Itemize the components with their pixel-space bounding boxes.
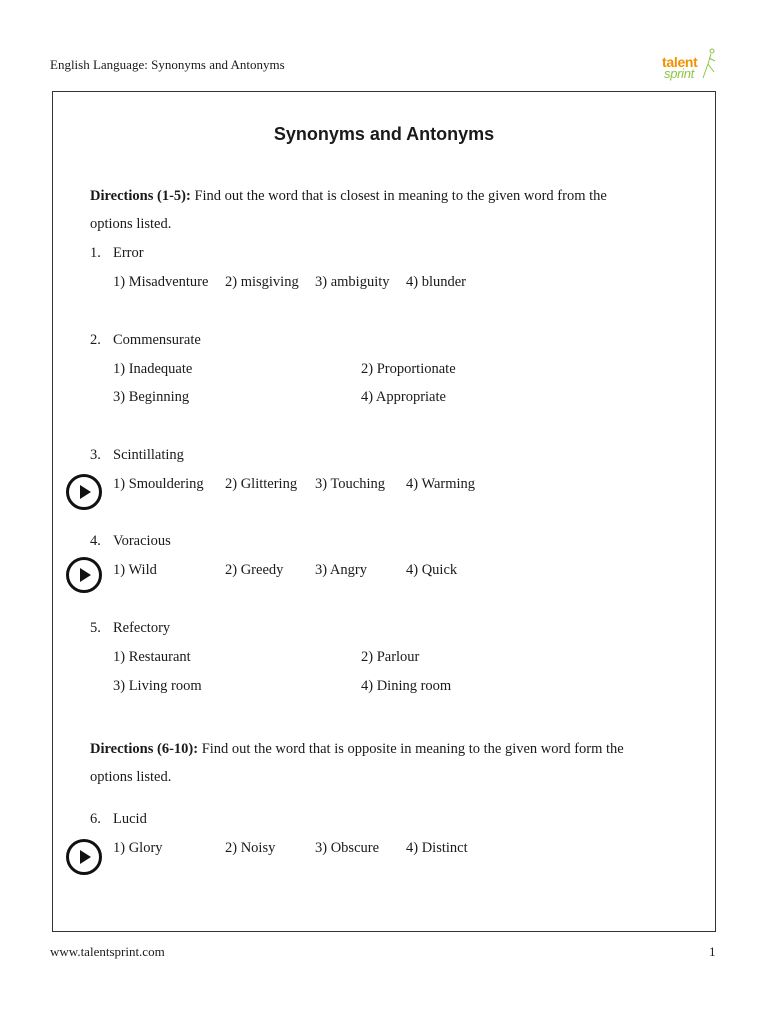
play-button[interactable] — [66, 474, 102, 510]
option: 1) Smouldering — [113, 476, 204, 492]
option: 4) Appropriate — [361, 389, 446, 405]
directions-1-text: Find out the word that is closest in meaning to the given word from the — [190, 188, 607, 204]
page-title: Synonyms and Antonyms — [273, 124, 495, 144]
option: 4) blunder — [406, 274, 466, 290]
option: 2) Noisy — [225, 840, 276, 856]
option: 1) Wild — [113, 562, 157, 578]
option: 3) Living room — [113, 678, 202, 694]
option: 2) misgiving — [225, 274, 299, 290]
option: 3) Obscure — [315, 840, 380, 856]
option: 1) Glory — [113, 840, 163, 856]
footer-url[interactable]: www.talentsprint.com — [50, 944, 165, 959]
talentsprint-logo — [662, 48, 718, 84]
option: 3) ambiguity — [315, 274, 390, 290]
play-button[interactable] — [66, 557, 102, 593]
play-icon — [79, 568, 91, 582]
option: 3) Angry — [315, 562, 367, 578]
option: 2) Parlour — [361, 649, 420, 665]
directions-1-label: Directions (1-5): — [90, 188, 191, 204]
logo-text-talent: talent — [662, 54, 698, 70]
question-word: Refectory — [113, 620, 171, 636]
question-word: Scintillating — [113, 447, 184, 463]
option: 1) Inadequate — [113, 361, 193, 377]
directions-1-line2: options listed. — [90, 216, 172, 232]
page-number: 1 — [709, 944, 716, 959]
question-word: Lucid — [113, 811, 147, 827]
option: 3) Beginning — [113, 389, 190, 405]
header-title: English Language: Synonyms and Antonyms — [50, 57, 285, 72]
question-word: Voracious — [113, 533, 171, 549]
option: 4) Warming — [406, 476, 476, 492]
play-icon — [79, 850, 91, 864]
option: 1) Misadventure — [113, 274, 209, 290]
option: 4) Distinct — [406, 840, 468, 856]
option: 2) Glittering — [225, 476, 298, 492]
question-number: 5. — [90, 620, 101, 636]
option: 2) Greedy — [225, 562, 284, 578]
question-number: 6. — [90, 811, 101, 827]
option: 4) Dining room — [361, 678, 452, 694]
option: 2) Proportionate — [361, 361, 456, 377]
option: 4) Quick — [406, 562, 458, 578]
play-icon — [79, 485, 91, 499]
directions-1 — [90, 188, 607, 205]
question-word: Error — [113, 245, 144, 261]
directions-2 — [90, 741, 624, 758]
play-button[interactable] — [66, 839, 102, 875]
option: 1) Restaurant — [113, 649, 191, 665]
question-number: 2. — [90, 332, 101, 348]
question-number: 3. — [90, 447, 101, 463]
option: 3) Touching — [315, 476, 386, 492]
question-word: Commensurate — [113, 332, 201, 348]
question-number: 1. — [90, 245, 101, 261]
logo-text-sprint: sprint — [664, 66, 694, 81]
directions-2-label: Directions (6-10): — [90, 741, 199, 757]
directions-2-text: Find out the word that is opposite in meaning to the given word form the — [198, 741, 624, 757]
question-number: 4. — [90, 533, 101, 549]
runner-figure-icon — [700, 48, 718, 82]
directions-2-line2: options listed. — [90, 769, 172, 785]
